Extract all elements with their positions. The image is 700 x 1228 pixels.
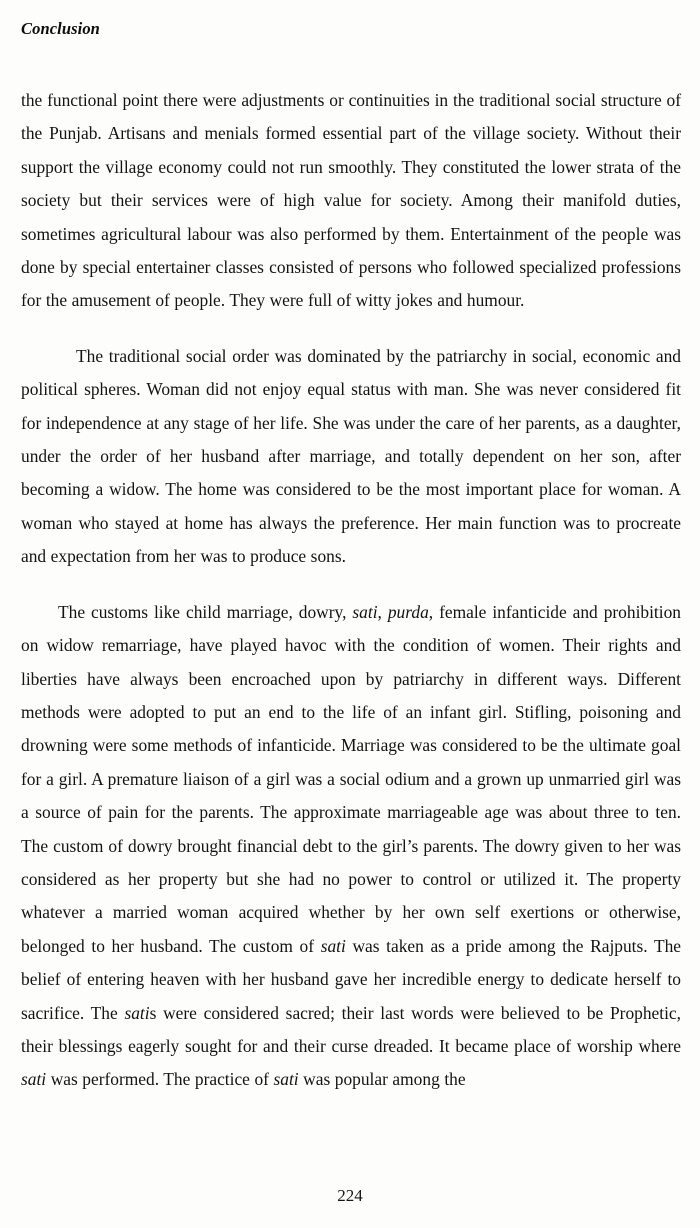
- page-number: 224: [337, 1186, 363, 1205]
- text-run: was performed. The practice of: [46, 1069, 274, 1090]
- text-run: The traditional social order was dominated by the patriarchy in social, economic and political spheres. Woman did not enjoy equal status with man. She was never considered fit for independence at any stage of her life. She was under the care of her parents, as a daughter, under the order of her husband after marriage, and totally dependent on her son, after becoming a widow. The home was considered to be the most important place for woman. A woman who stayed at home has always the preference. Her main function was to procreate and expectation from her was to produce sons.: [21, 345, 681, 567]
- body-text-column: [21, 84, 681, 1097]
- running-head: Conclusion: [21, 19, 100, 38]
- paragraph-patriarchy: [21, 340, 681, 574]
- paragraph-customs: [21, 596, 681, 1097]
- text-run: the functional point there were adjustments or continuities in the traditional social structure of the Punjab. Artisans and menials formed essential part of the village society. Without their support the village economy could not run smoothly. They constituted the lower strata of the society but their services were of high value for society. Among their manifold duties, sometimes agricultural labour was also performed by them. Entertainment of the people was done by special entertainer classes consisted of persons who followed specialized professions for the amusement of people. They were full of witty jokes and humour.: [21, 90, 681, 311]
- emphasised-term: sati: [320, 935, 346, 956]
- text-run: was popular among the: [298, 1069, 466, 1090]
- emphasised-term: sati: [21, 1069, 47, 1090]
- emphasised-term: sati: [124, 1002, 150, 1023]
- text-run: s were considered sacred; their last words were believed to be Prophetic, their blessings eagerly sought for and their curse dreaded. It became place of worship where: [21, 1002, 681, 1056]
- paragraph-continuation: [21, 84, 681, 318]
- text-run: The customs like child marriage, dowry,: [58, 601, 353, 622]
- emphasised-term: sati: [352, 601, 378, 622]
- emphasised-term: sati: [273, 1069, 299, 1090]
- emphasised-term: purda: [387, 601, 429, 622]
- text-run: was taken as a pride among the Rajputs. The belief of entering heaven with her husband gave her incredible energy to dedicate herself to sacrifice. The: [21, 935, 681, 1023]
- text-run: ,: [377, 601, 388, 622]
- text-run: , female infanticide and prohibition on widow remarriage, have played havoc with the condition of women. Their rights and liberties have always been encroached upon by patriarchy in different ways. Different methods were adopted to put an end to the life of an infant girl. Stifling, poisoning and drowning were some methods of infanticide. Marriage was considered to be the ultimate goal for a girl. A premature liaison of a girl was a social odium and a grown up unmarried girl was a source of pain for the parents. The approximate marriageable age was about three to ten. The custom of dowry brought financial debt to the girl’s parents. The dowry given to her was considered as her property but she had no power to control or utilized it. The property whatever a married woman acquired whether by her own self exertions or otherwise, belonged to her husband. The custom of: [21, 601, 681, 956]
